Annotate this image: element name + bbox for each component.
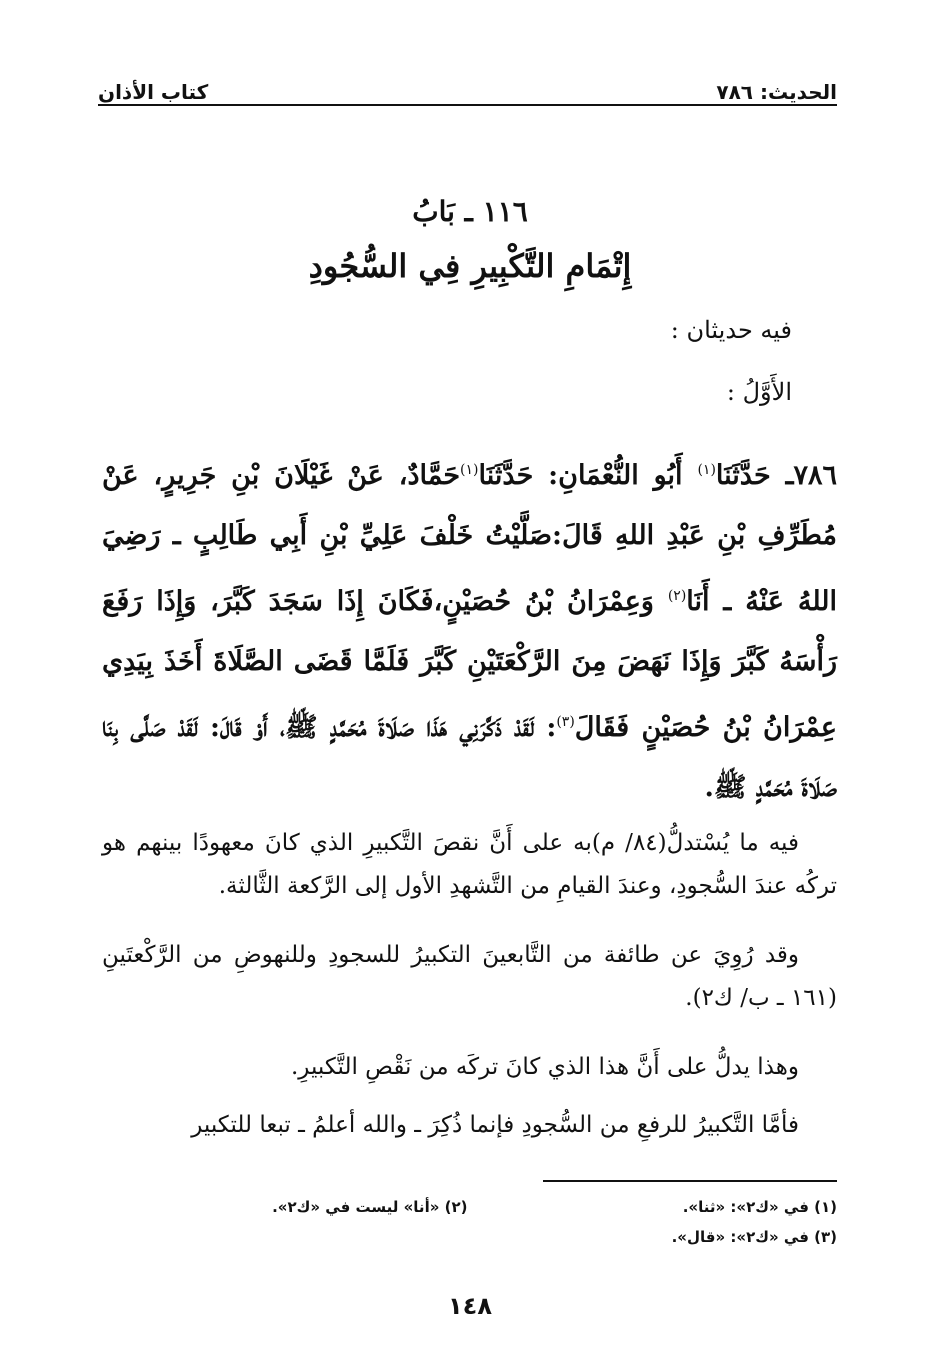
hadith-part-2: أَبُو النُّعْمَانِ: حَدَّثَنَا bbox=[478, 460, 698, 491]
footnote-row bbox=[98, 1222, 837, 1252]
commentary-paragraph-1: فيه ما يُسْتدلُّ(٨٤/ م)به على أَنَّ نقصَ التَّكبيرِ الذي كانَ معهودًا بينهم هو تركُه عندَ السُّجودِ، وعندَ القيامِ من التَّشهدِ الأول إلى الرَّكعة الثَّالثة. bbox=[102, 830, 837, 899]
hadith-part-1: ٧٨٦ـ حَدَّثَنَا bbox=[715, 460, 837, 491]
footnote-rule bbox=[543, 1180, 837, 1182]
footnote-2: (٢) «أنا» ليست في «ك٢». bbox=[272, 1198, 468, 1216]
book-title: كتاب الأذان bbox=[98, 80, 209, 104]
hadith-part-3: حَمَّادٌ، عَنْ غَيْلَانَ بْنِ جَرِيرٍ، عَنْ مُطَرِّفِ بْنِ عَبْدِ اللهِ قَالَ:صَلَّيْتُ خَلْفَ عَلِيِّ بْنِ أَبِي طَالِبٍ ـ رَضِيَ اللهُ عَنْهُ ـ أَنَا bbox=[102, 460, 837, 617]
footnotes bbox=[98, 1192, 837, 1252]
page-number: ١٤٨ bbox=[448, 1292, 492, 1320]
intro-line-1: فيه حديثان : bbox=[670, 316, 792, 344]
commentary-paragraph-2: وقد رُوِيَ عن طائفة من التَّابعينَ التكبيرُ للسجودِ وللنهوضِ من الرَّكْعتَينِ (١٦١ ـ ب/ ك٢). bbox=[102, 942, 837, 1011]
footnote-ref-3: (٣) bbox=[556, 714, 575, 730]
hadith-reference: الحديث: ٧٨٦ bbox=[716, 80, 837, 104]
hadith-part-4: وَعِمْرَانُ بْنُ حُصَيْنٍ،فَكَانَ إِذَا سَجَدَ كَبَّرَ، وَإِذَا رَفَعَ رَأْسَهُ كَبَّرَ وَإِذَا نَهَضَ مِنَ الرَّكْعَتَيْنِ كَبَّرَ فَلَمَّا قَضَى الصَّلَاةَ أَخَذَ بِيَدِي عِمْرَانُ بْنُ حُصَيْنٍ فَقَالَ bbox=[102, 586, 838, 743]
footnote-1: (١) في «ك٢»: «ثنا». bbox=[682, 1198, 837, 1216]
header-rule bbox=[98, 104, 837, 106]
chapter-number: ١١٦ ـ بَابُ bbox=[412, 195, 528, 228]
hadith-text bbox=[102, 440, 837, 818]
footnote-ref-2: (٢) bbox=[667, 588, 687, 604]
intro-line-2: الأَوَّلُ : bbox=[726, 378, 792, 406]
chapter-heading bbox=[0, 190, 940, 292]
footnote-3: (٣) في «ك٢»: «قال». bbox=[671, 1228, 837, 1246]
chapter-title: إِتْمَامِ التَّكْبِيرِ فِي السُّجُودِ bbox=[308, 247, 632, 285]
footnote-ref-1: (١) bbox=[697, 462, 716, 478]
commentary-paragraph-4: فأمَّا التَّكبيرُ للرفعِ من السُّجودِ فإنما ذُكِرَ ـ والله أعلمُ ـ تبعا للتكبير bbox=[191, 1112, 799, 1138]
footnote-ref-1b: (١) bbox=[460, 462, 479, 478]
footnote-row bbox=[98, 1192, 837, 1222]
hadith-part-5: : لَقَدْ ذَكَّرَنِي هَذَا صَلَاةَ مُحَمَّدٍ ﷺ، أَوْ قَالَ: لَقَدْ صَلَّى بِنَا صَلَاةَ مُحَمَّدٍ ﷺ. bbox=[102, 712, 837, 803]
commentary-paragraph-3: وهذا يدلُّ على أَنَّ هذا الذي كانَ تركَه من نَقْصِ التَّكبيرِ. bbox=[290, 1054, 799, 1080]
running-header bbox=[98, 74, 837, 104]
